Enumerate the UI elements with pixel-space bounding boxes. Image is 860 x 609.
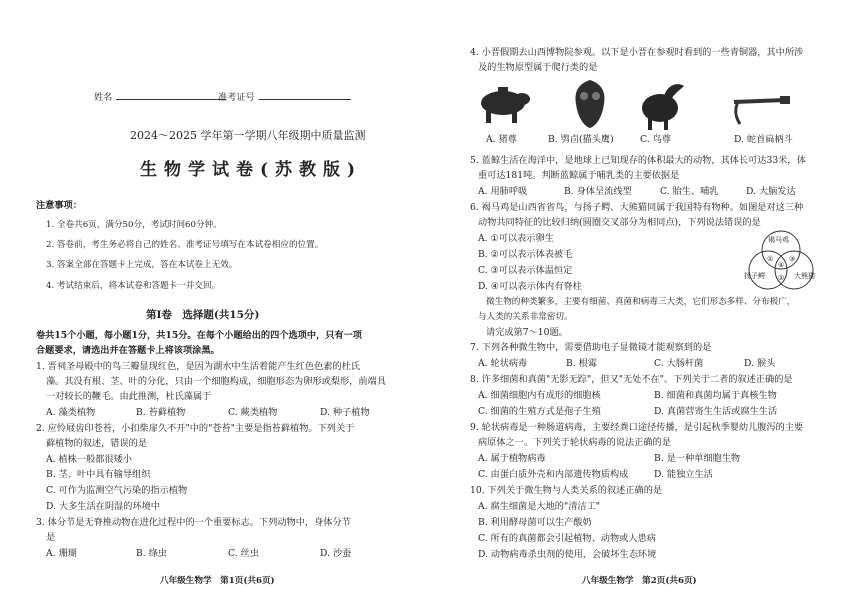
- notice-4: 4. 考试结束后，将本试卷和答题卡一并交回。: [46, 281, 221, 291]
- footer-right: 八年级生物学 第2页(共6页): [582, 576, 697, 586]
- q1-line-3: 一对较长的鞭毛。由此推测，杜氏藻属于: [46, 391, 212, 402]
- q4-line-2: 及的生物原型属于爬行类的是: [478, 62, 598, 73]
- q2-option-d: D. 大多生活在阴湿的环境中: [46, 501, 160, 512]
- q3-line-1: 3. 体分节是无脊椎动物在进化过程中的一个重要标志。下列动物中，身体分节: [36, 517, 351, 528]
- id-label: 准考证号: [218, 92, 255, 103]
- q9-line-1: 9. 轮状病毒是一种肠道病毒，主要经粪口途径传播，是引起秋季婴幼儿腹泻的主要: [470, 422, 804, 433]
- q5-line-2: 重可达181吨。判断蓝鲸属于哺乳类的主要依据是: [478, 170, 680, 181]
- venn-num-4: ④: [778, 261, 785, 269]
- notice-3: 3. 答案全部在答题卡上完成，答在本试卷上无效。: [46, 260, 238, 270]
- q1-option-c: C. 蕨类植物: [228, 407, 278, 418]
- q4-option-a: A. 猪尊: [486, 134, 517, 145]
- q8-line: 8. 许多细菌和真菌"无影无踪"，但又"无处不在"。下列关于二者的叙述正确的是: [470, 374, 793, 385]
- name-blank: [116, 99, 226, 100]
- q3-option-a: A. 珊瑚: [46, 548, 77, 559]
- q2-option-b: B. 茎、叶中具有输导组织: [46, 469, 151, 480]
- q4-option-d: D. 蛇首扁柄斗: [734, 134, 793, 145]
- q1-line-1: 1. 晋祠圣母殿中的鸟三瓣显现红色，是因为湖水中生活着能产生红色色素的杜氏: [36, 361, 361, 372]
- q4-line-1: 4. 小晋假期去山西博物院参观。以下是小晋在参观时看到的一些青铜器，其中所涉: [470, 47, 804, 58]
- q2-line-2: 藓植物的叙述，错误的是: [46, 438, 148, 449]
- name-label: 姓名: [94, 92, 113, 103]
- q7-option-d: D. 猴头: [744, 358, 776, 369]
- id-field: [218, 91, 351, 104]
- q6-option-c: C. ③可以表示体温恒定: [478, 265, 573, 276]
- q5-option-d: D. 大脑发达: [746, 186, 796, 197]
- venn-num-1: ①: [767, 255, 774, 263]
- q3-option-b: B. 绦虫: [136, 548, 167, 559]
- snake-ladle-image: [724, 92, 796, 128]
- paper-title: 生物学试卷(苏教版): [140, 160, 363, 180]
- owl-you-image: [568, 78, 612, 130]
- q6-option-b: B. ②可以表示体表被毛: [478, 249, 573, 260]
- q2-line-1: 2. 应怜屐齿印苍苔，小扣柴扉久不开"中的"苍苔"主要是指苔藓植物。下列关于: [36, 423, 355, 434]
- q7-option-c: C. 大肠杆菌: [654, 358, 704, 369]
- q5-line-1: 5. 蓝鲸生活在海洋中，是地球上已知现存的体积最大的动物，其体长可达33米，体: [470, 155, 806, 166]
- venn-diagram: [738, 228, 824, 292]
- q3-option-c: C. 丝虫: [228, 548, 259, 559]
- venn-label-top: 褐马鸡: [768, 236, 789, 244]
- q8-option-b: B. 细菌和真菌均属于真核生物: [654, 390, 777, 401]
- pig-zun-image: [476, 83, 532, 127]
- q10-option-b: B. 利用酵母菌可以生产酸奶: [478, 517, 592, 528]
- venn-num-3: ③: [789, 255, 796, 263]
- q5-option-a: A. 用肺呼吸: [478, 186, 528, 197]
- q6-line-2: 动物共同特征的比较归纳(圆圈交叉部分为相同点)，下列说法错误的是: [478, 217, 761, 228]
- footer-left: 八年级生物学 第1页(共6页): [160, 576, 275, 586]
- bird-zun-image: [634, 76, 690, 132]
- micro-intro-1: 微生物的种类繁多，主要有细菌、真菌和病毒三大类，它们形态多样、分布极广，: [486, 297, 796, 307]
- q1-line-2: 藻。其没有根、茎、叶的分化，只由一个细胞构成，细胞形态为卵形或梨形，前端具: [46, 376, 386, 387]
- q3-line-2: 是: [46, 532, 56, 543]
- q3-option-d: D. 沙蚕: [320, 548, 352, 559]
- q9-option-b: B. 是一种单细胞生物: [654, 453, 741, 464]
- q8-option-a: A. 细菌细胞内有成形的细胞核: [478, 390, 601, 401]
- q9-option-a: A. 属于植物病毒: [478, 453, 546, 464]
- notice-title: 注意事项：: [36, 200, 82, 211]
- id-blank: [259, 99, 351, 100]
- venn-label-right: 大熊猫: [794, 272, 815, 280]
- q5-option-c: C. 胎生、哺乳: [660, 186, 719, 197]
- q4-option-c: C. 鸟尊: [640, 134, 671, 145]
- q8-option-d: D. 真菌营寄生生活或腐生生活: [654, 406, 778, 417]
- q9-option-c: C. 由蛋白质外壳和内部遗传物质构成: [478, 469, 629, 480]
- micro-prompt: 请完成第7～10题。: [486, 327, 568, 338]
- q10-option-d: D. 动物病毒杀虫剂的使用，会破坏生态环境: [478, 549, 657, 560]
- venn-num-2: ②: [778, 274, 785, 282]
- q1-option-a: A. 藻类植物: [46, 407, 96, 418]
- notice-2: 2. 答卷前，考生务必将自己的姓名、准考证号填写在本试卷相应的位置。: [46, 240, 324, 250]
- q6-option-d: D. ④可以表示体内有脊柱: [478, 281, 582, 292]
- q10-line: 10. 下列关于微生物与人类关系的叙述正确的是: [470, 485, 663, 496]
- section-title: 第Ⅰ卷 选择题(共15分): [146, 309, 260, 321]
- q10-option-a: A. 腐生细菌是大地的"清洁工": [478, 501, 600, 512]
- venn-label-left: 扬子鳄: [744, 272, 765, 280]
- section-intro-2: 合题要求，请选出并在答题卡上将该项涂黑。: [36, 345, 220, 356]
- q6-line-1: 6. 褐马鸡是山西省省鸟，与扬子鳄、大熊猫同属于我国特有物种。如图是对这三种: [470, 202, 804, 213]
- notice-1: 1. 全卷共6页，满分50分，考试时间60分钟。: [46, 220, 222, 230]
- q8-option-c: C. 细菌的生殖方式是孢子生殖: [478, 406, 601, 417]
- exam-title: 2024～2025 学年第一学期八年级期中质量监测: [130, 129, 366, 142]
- q2-option-a: A. 植株一般都很矮小: [46, 454, 132, 465]
- q4-option-b: B. 鸮卣(猫头鹰): [548, 134, 614, 145]
- q2-option-c: C. 可作为监测空气污染的指示植物: [46, 485, 188, 496]
- q9-option-d: D. 能独立生活: [654, 469, 713, 480]
- name-field: [94, 91, 226, 104]
- micro-intro-2: 与人类的关系非常密切。: [478, 312, 573, 322]
- q7-line: 7. 下列各种微生物中，需要借助电子显微镜才能观察到的是: [470, 342, 712, 353]
- q5-option-b: B. 身体呈流线型: [564, 186, 632, 197]
- q7-option-b: B. 根霉: [566, 358, 597, 369]
- section-intro-1: 卷共15个小题，每小题1分，共15分。在每个小题给出的四个选项中，只有一项: [36, 330, 362, 341]
- q1-option-b: B. 苔藓植物: [136, 407, 186, 418]
- q7-option-a: A. 轮状病毒: [478, 358, 528, 369]
- q10-option-c: C. 所有的真菌都会引起植物、动物或人患病: [478, 533, 656, 544]
- q1-option-d: D. 种子植物: [320, 407, 370, 418]
- q9-line-2: 病原体之一。下列关于轮状病毒的说法正确的是: [478, 437, 671, 448]
- q6-option-a: A. ①可以表示卵生: [478, 233, 554, 244]
